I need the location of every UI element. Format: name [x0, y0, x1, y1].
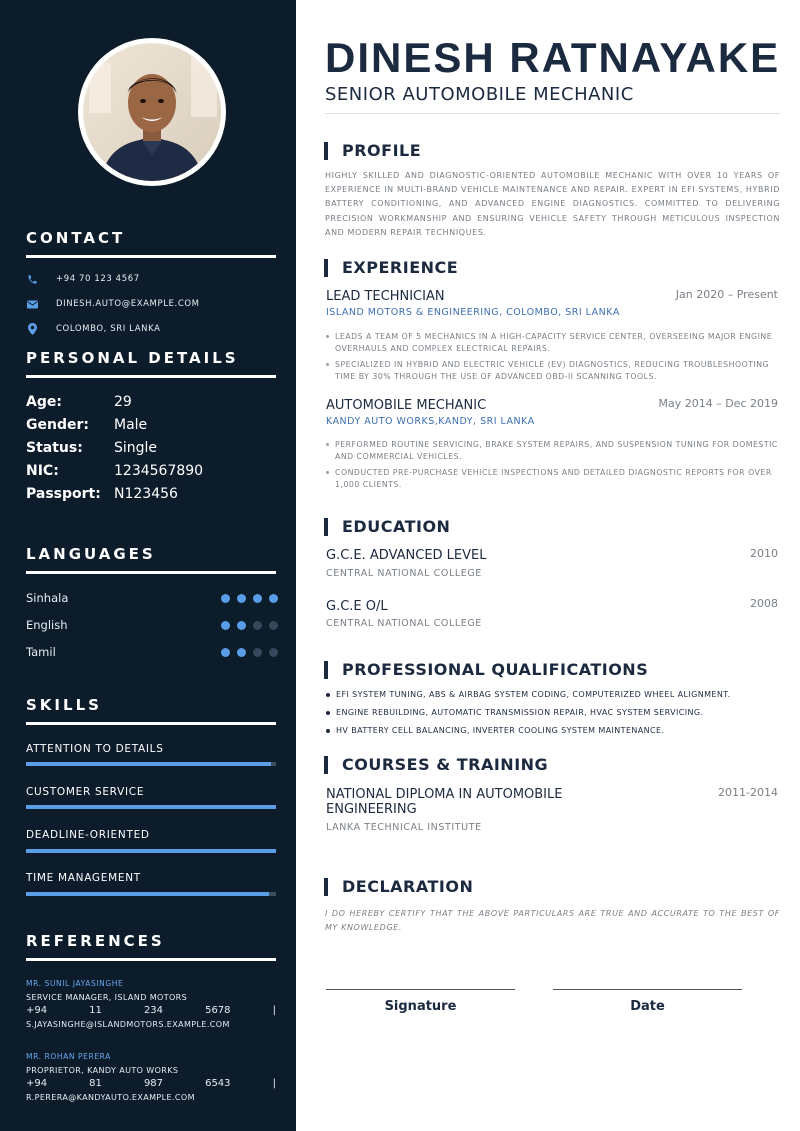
course-years: 2011-2014: [718, 786, 778, 799]
skill-bar-fill: [26, 762, 271, 766]
profile-text: HIGHLY SKILLED AND DIAGNOSTIC-ORIENTED AUTOMOBILE MECHANIC WITH OVER 10 YEARS OF EXPERIENCE IN MULTI-BRAND VEHICLE MAINTENANCE AND REPAIR. EXPERT IN EFI SYSTEMS, HYBRID BATTERY CONDITIONING, AND ADVANCED ENGINE DIAGNOSTICS. COMMITTED TO DELIVERING PRECISION WORKMANSHIP AND ENSURING VEHICLE SAFETY THROUGH METICULOUS INSPECTION AND MODERN REPAIR TECHNIQUES.: [325, 171, 780, 237]
reference-phone-part: 81: [89, 1078, 102, 1089]
course-institute: LANKA TECHNICAL INSTITUTE: [326, 822, 482, 833]
course-title: NATIONAL DIPLOMA IN AUTOMOBILE ENGINEERING: [326, 787, 563, 817]
job-dates: May 2014 – Dec 2019: [658, 397, 778, 410]
date-line: [553, 989, 742, 990]
date-label: Date: [630, 999, 665, 1014]
section-title: COURSES & TRAINING: [342, 755, 549, 774]
section-title: DECLARATION: [342, 877, 474, 896]
skill-bar-fill: [26, 805, 276, 809]
reference-phone-part: 11: [89, 1005, 102, 1016]
header-divider: [325, 113, 780, 114]
education-year: 2008: [750, 597, 778, 610]
personal-detail-value: N123456: [114, 486, 178, 502]
experience-heading: [324, 258, 458, 277]
map-pin-icon: [26, 323, 38, 335]
skill-bar: [26, 762, 276, 766]
skill-bar-fill: [26, 849, 276, 853]
phone-icon: [26, 273, 38, 285]
personal-detail-label: Age:: [26, 394, 62, 410]
section-bar: [324, 661, 328, 679]
language-level-dot: [221, 621, 230, 630]
declaration-heading: [324, 877, 473, 896]
personal-detail-value: 1234567890: [114, 463, 204, 479]
reference-phone-part: 234: [143, 1005, 164, 1016]
language-name: English: [26, 618, 68, 632]
profile-photo-image: [83, 43, 221, 181]
skill-label: CUSTOMER SERVICE: [26, 786, 145, 798]
contact-phone: [26, 272, 276, 286]
candidate-name: DINESH RATNAYAKE: [325, 34, 781, 81]
contact-phone-text: +94 70 123 4567: [56, 274, 140, 284]
language-level-dots: [221, 621, 278, 630]
profile-heading: [324, 141, 421, 160]
language-name: Tamil: [26, 645, 56, 659]
declaration-text: I DO HEREBY CERTIFY THAT THE ABOVE PARTICULARS ARE TRUE AND ACCURATE TO THE BEST OF MY KNOWLEDGE.: [325, 909, 780, 932]
personal-details-heading: PERSONAL DETAILS: [26, 349, 276, 378]
reference-name: MR. SUNIL JAYASINGHE: [26, 979, 124, 988]
section-title: PROFILE: [342, 141, 422, 160]
personal-detail-label: Status:: [26, 440, 83, 456]
contact-email-text: DINESH.AUTO@EXAMPLE.COM: [56, 299, 200, 309]
references-heading: REFERENCES: [26, 932, 276, 961]
language-name: Sinhala: [26, 591, 69, 605]
contact-email: [26, 297, 276, 311]
qualifications-heading: [324, 660, 648, 679]
reference-phone-part: 6543: [205, 1078, 231, 1089]
profile-photo: [78, 38, 226, 186]
signature-label: Signature: [384, 999, 457, 1014]
language-level-dot: [221, 594, 230, 603]
qualification-item: EFI SYSTEM TUNING, ABS & AIRBAG SYSTEM CODING, COMPUTERIZED WHEEL ALIGNMENT.: [326, 690, 780, 699]
contact-heading: CONTACT: [26, 229, 276, 258]
reference-phone: [26, 1005, 276, 1016]
language-level-dot: [237, 648, 246, 657]
language-level-dot: [269, 594, 278, 603]
personal-detail-value: 29: [114, 394, 132, 410]
personal-detail-row: [26, 463, 276, 479]
reference-email: S.JAYASINGHE@ISLANDMOTORS.EXAMPLE.COM: [26, 1020, 230, 1029]
signature-line: [326, 989, 515, 990]
languages-heading: LANGUAGES: [26, 545, 276, 574]
contact-location-text: COLOMBO, SRI LANKA: [56, 324, 161, 334]
personal-detail-value: Male: [114, 417, 148, 433]
language-row: [26, 618, 278, 632]
section-title: PROFESSIONAL QUALIFICATIONS: [342, 660, 649, 679]
envelope-icon: [26, 298, 38, 310]
language-level-dot: [253, 648, 262, 657]
education-title: G.C.E. ADVANCED LEVEL: [326, 548, 487, 563]
job-bullet: CONDUCTED PRE-PURCHASE VEHICLE INSPECTIONS AND DETAILED DIAGNOSTIC REPORTS FOR OVER 1,000 CLIENTS.: [326, 467, 780, 491]
section-bar: [324, 142, 328, 160]
section-title: EXPERIENCE: [342, 258, 459, 277]
section-bar: [324, 878, 328, 896]
reference-email: R.PERERA@KANDYAUTO.EXAMPLE.COM: [26, 1093, 195, 1102]
language-level-dots: [221, 648, 278, 657]
job-bullet: LEADS A TEAM OF 5 MECHANICS IN A HIGH-CAPACITY SERVICE CENTER, OVERSEEING MAJOR ENGINE OVERHAULS AND COMPLEX ELECTRICAL REPAIRS.: [326, 331, 780, 355]
section-bar: [324, 518, 328, 536]
education-school: CENTRAL NATIONAL COLLEGE: [326, 568, 482, 579]
skill-bar: [26, 849, 276, 853]
personal-detail-row: [26, 486, 276, 502]
personal-detail-row: [26, 440, 276, 456]
section-title: EDUCATION: [342, 517, 451, 536]
contact-location: [26, 322, 276, 336]
language-level-dot: [237, 621, 246, 630]
job-organization: ISLAND MOTORS & ENGINEERING, COLOMBO, SRI LANKA: [326, 307, 620, 318]
job-bullet: PERFORMED ROUTINE SERVICING, BRAKE SYSTEM REPAIRS, AND SUSPENSION TUNING FOR DOMESTIC AND COMMERCIAL VEHICLES.: [326, 439, 780, 463]
language-level-dot: [269, 648, 278, 657]
reference-phone-part: 5678: [205, 1005, 231, 1016]
skill-bar: [26, 892, 276, 896]
reference-phone-separator: |: [272, 1005, 276, 1016]
language-level-dot: [253, 621, 262, 630]
reference-phone-part: 987: [143, 1078, 164, 1089]
job-title: AUTOMOBILE MECHANIC: [326, 398, 487, 413]
language-level-dot: [237, 594, 246, 603]
job-dates: Jan 2020 – Present: [675, 288, 778, 301]
personal-detail-label: NIC:: [26, 463, 59, 479]
personal-detail-row: [26, 394, 276, 410]
section-bar: [324, 756, 328, 774]
qualification-item: HV BATTERY CELL BALANCING, INVERTER COOLING SYSTEM MAINTENANCE.: [326, 726, 780, 735]
section-bar: [324, 259, 328, 277]
language-level-dots: [221, 594, 278, 603]
personal-detail-label: Gender:: [26, 417, 89, 433]
reference-phone: [26, 1078, 276, 1089]
courses-heading: [324, 755, 548, 774]
education-heading: [324, 517, 450, 536]
reference-phone-separator: |: [272, 1078, 276, 1089]
skill-bar: [26, 805, 276, 809]
education-title: G.C.E O/L: [326, 599, 388, 614]
personal-detail-row: [26, 417, 276, 433]
reference-phone-part: +94: [26, 1005, 48, 1016]
skill-label: ATTENTION TO DETAILS: [26, 743, 164, 755]
qualification-item: ENGINE REBUILDING, AUTOMATIC TRANSMISSION REPAIR, HVAC SYSTEM SERVICING.: [326, 708, 780, 717]
skill-label: DEADLINE-ORIENTED: [26, 829, 150, 841]
language-level-dot: [269, 621, 278, 630]
candidate-title: SENIOR AUTOMOBILE MECHANIC: [325, 84, 634, 105]
reference-phone-part: +94: [26, 1078, 48, 1089]
sidebar: [0, 0, 296, 1131]
personal-detail-value: Single: [114, 440, 158, 456]
job-bullet: SPECIALIZED IN HYBRID AND ELECTRIC VEHICLE (EV) DIAGNOSTICS, REDUCING TROUBLESHOOTING TIME BY 30% THROUGH THE USE OF ADVANCED OBD-II SCANNING TOOLS.: [326, 359, 780, 383]
personal-detail-label: Passport:: [26, 486, 101, 502]
language-row: [26, 591, 278, 605]
reference-name: MR. ROHAN PERERA: [26, 1052, 111, 1061]
language-row: [26, 645, 278, 659]
language-level-dot: [221, 648, 230, 657]
job-organization: KANDY AUTO WORKS,KANDY, SRI LANKA: [326, 416, 535, 427]
skill-bar-fill: [26, 892, 269, 896]
skill-label: TIME MANAGEMENT: [26, 872, 141, 884]
education-school: CENTRAL NATIONAL COLLEGE: [326, 618, 482, 629]
job-title: LEAD TECHNICIAN: [326, 289, 445, 304]
reference-role: SERVICE MANAGER, ISLAND MOTORS: [26, 993, 188, 1002]
reference-role: PROPRIETOR, KANDY AUTO WORKS: [26, 1066, 179, 1075]
education-year: 2010: [750, 547, 778, 560]
skills-heading: SKILLS: [26, 696, 276, 725]
language-level-dot: [253, 594, 262, 603]
